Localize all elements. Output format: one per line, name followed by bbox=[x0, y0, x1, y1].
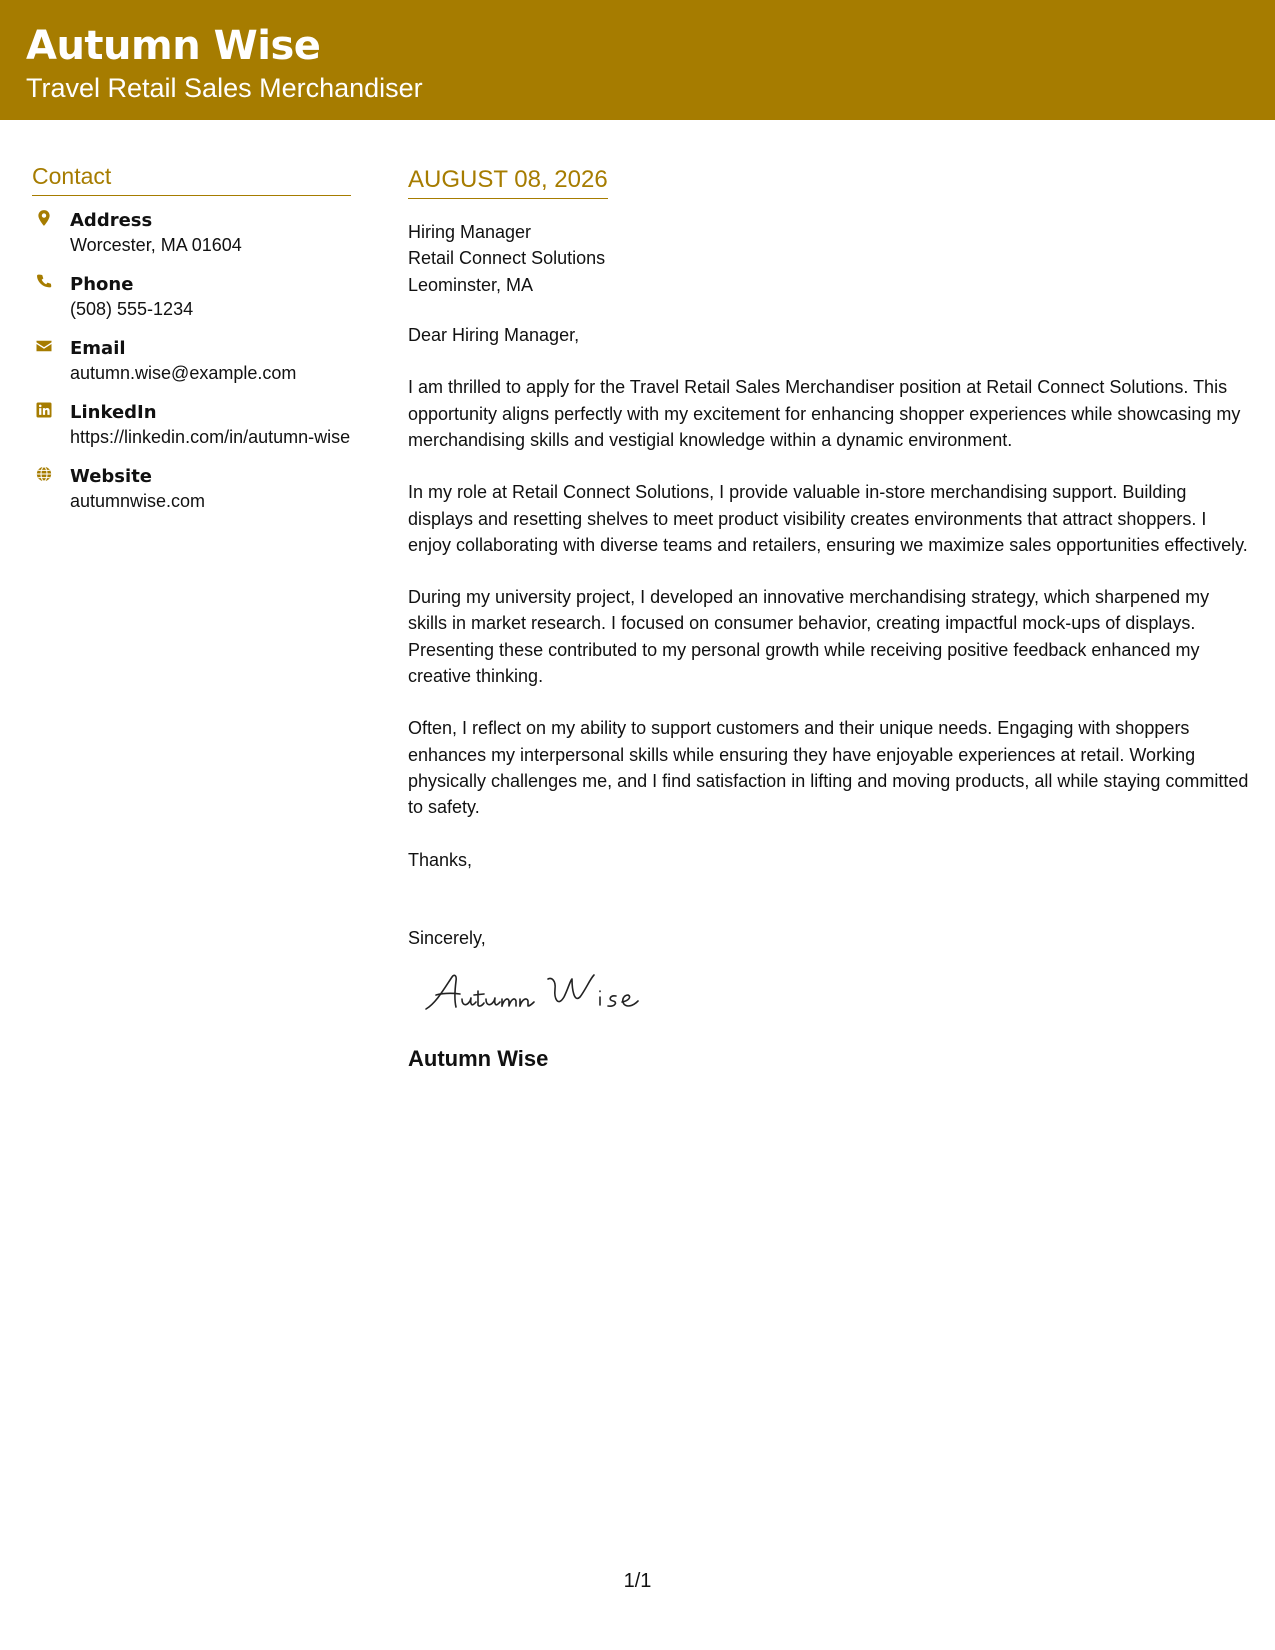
contact-list bbox=[32, 208, 351, 514]
body-paragraph: I am thrilled to apply for the Travel Retail Sales Merchandiser position at Retail Connect Solutions. This opportunity aligns perfectly with my excitement for enhancing shopper experiences while showcasing my merchandising skills and vestigial knowledge within a dynamic environment. bbox=[408, 377, 1241, 450]
body-paragraph: Often, I reflect on my ability to support customers and their unique needs. Engaging with shoppers enhances my interpersonal skills while ensuring they have enjoyable experiences at retail. Working physically challenges me, and I find satisfaction in lifting and moving products, all while staying committed to safety. bbox=[408, 718, 1249, 818]
body-paragraph: During my university project, I developed an innovative merchandising strategy, which sharpened my skills in market research. I focused on consumer behavior, creating impactful mock-ups of displays. Presenting these contributed to my personal growth while receiving positive feedback enhanced my creative thinking. bbox=[408, 587, 1210, 687]
recipient-line: Retail Connect Solutions bbox=[408, 248, 606, 269]
contact-item-address bbox=[32, 208, 351, 258]
email-label: Email bbox=[70, 337, 126, 359]
phone-value: (508) 555-1234 bbox=[70, 298, 194, 319]
header-banner bbox=[0, 0, 1275, 120]
body-paragraph: In my role at Retail Connect Solutions, I provide valuable in-store merchandising support. Building displays and resetting shelves to meet product visibility creates environments that attract shoppers. I enjoy collaborating with diverse teams and retailers, ensuring we maximize sales opportunities effectively. bbox=[408, 482, 1248, 555]
phone-label: Phone bbox=[70, 273, 134, 295]
website-label: Website bbox=[70, 465, 153, 487]
letter-date: AUGUST 08, 2026 bbox=[408, 164, 608, 199]
phone-icon bbox=[35, 272, 55, 295]
applicant-name: Autumn Wise bbox=[26, 23, 321, 69]
closing-line: Sincerely, bbox=[408, 927, 486, 948]
job-title: Travel Retail Sales Merchandiser bbox=[26, 73, 423, 103]
recipient-line: Leominster, MA bbox=[408, 274, 534, 295]
website-value[interactable]: autumnwise.com bbox=[70, 490, 206, 511]
linkedin-icon bbox=[35, 400, 55, 423]
letter-body bbox=[408, 164, 1253, 1073]
contact-item-phone bbox=[32, 272, 351, 322]
linkedin-label: LinkedIn bbox=[70, 401, 157, 423]
map-pin-icon bbox=[35, 208, 55, 231]
page-number: 1/1 bbox=[623, 1570, 652, 1592]
address-value: Worcester, MA 01604 bbox=[70, 234, 242, 255]
recipient-line: Hiring Manager bbox=[408, 222, 532, 243]
signoff-name: Autumn Wise bbox=[408, 1046, 549, 1072]
globe-icon bbox=[35, 464, 55, 487]
greeting: Dear Hiring Manager, bbox=[408, 325, 580, 346]
linkedin-value[interactable]: https://linkedin.com/in/autumn-wise bbox=[70, 426, 351, 447]
thanks-line: Thanks, bbox=[408, 849, 473, 870]
address-label: Address bbox=[70, 209, 153, 231]
contact-item-linkedin bbox=[32, 400, 351, 450]
contact-heading: Contact bbox=[32, 162, 351, 196]
contact-item-website bbox=[32, 464, 351, 514]
contact-sidebar bbox=[32, 162, 351, 528]
recipient-block bbox=[408, 219, 1253, 298]
contact-item-email bbox=[32, 336, 351, 386]
signature-image bbox=[422, 969, 662, 1019]
email-value[interactable]: autumn.wise@example.com bbox=[70, 362, 297, 383]
envelope-icon bbox=[35, 336, 55, 359]
